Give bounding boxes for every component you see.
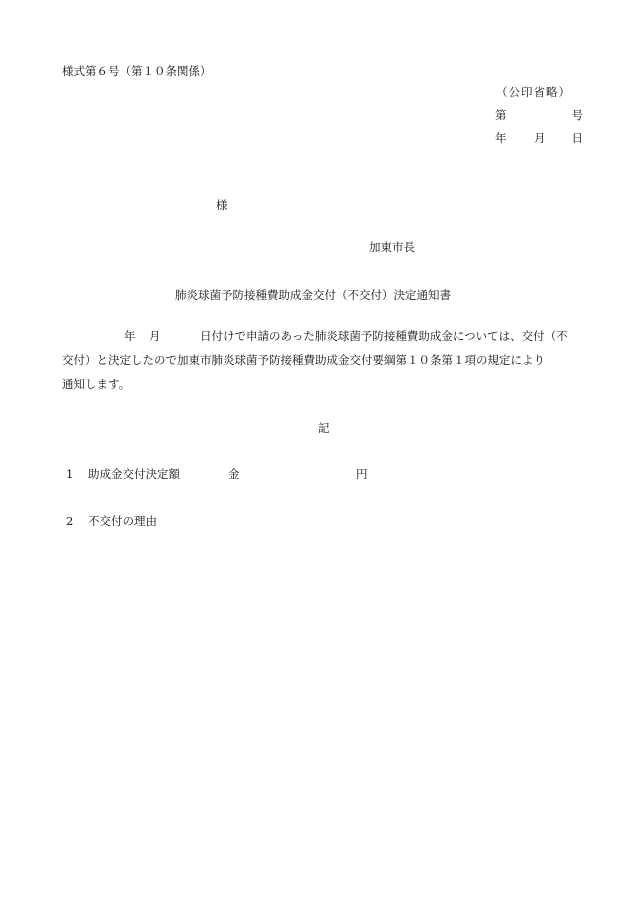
body-line-1-text: 日付けで申請のあった肺炎球菌予防接種費助成金については、交付（不 <box>200 329 568 343</box>
item-label: 不交付の理由 <box>88 514 157 528</box>
amount-suffix: 円 <box>356 467 368 481</box>
body-line-3 <box>62 379 588 403</box>
addressee-honorific: 様 <box>216 198 228 212</box>
item-number: 2 <box>66 514 74 528</box>
ki-heading: 記 <box>318 421 330 435</box>
body-line-1 <box>62 331 588 355</box>
date-year-label: 年 <box>495 131 507 145</box>
date-day-label: 日 <box>571 131 583 145</box>
form-number: 様式第６号（第１０条関係） <box>62 64 212 78</box>
document-title: 肺炎球菌予防接種費助成金交付（不交付）決定通知書 <box>175 288 451 302</box>
amount-prefix: 金 <box>228 467 240 481</box>
body-line-2-text: 交付）と決定したので加東市肺炎球菌予防接種費助成金交付要綱第１０条第１項の規定により <box>62 353 545 367</box>
item-number: 1 <box>66 467 74 481</box>
date-month-label: 月 <box>534 131 546 145</box>
body-paragraph <box>62 331 588 403</box>
seal-omitted-note: （公印省略） <box>496 85 571 99</box>
body-month-label: 月 <box>149 329 161 343</box>
sender-name: 加東市長 <box>369 240 415 254</box>
document-number-prefix: 第 <box>495 108 507 122</box>
body-year-label: 年 <box>124 329 136 343</box>
document-number-suffix: 号 <box>571 108 583 122</box>
item-label: 助成金交付決定額 <box>88 467 180 481</box>
body-line-2 <box>62 355 588 379</box>
body-line-3-text: 通知します。 <box>62 377 131 391</box>
